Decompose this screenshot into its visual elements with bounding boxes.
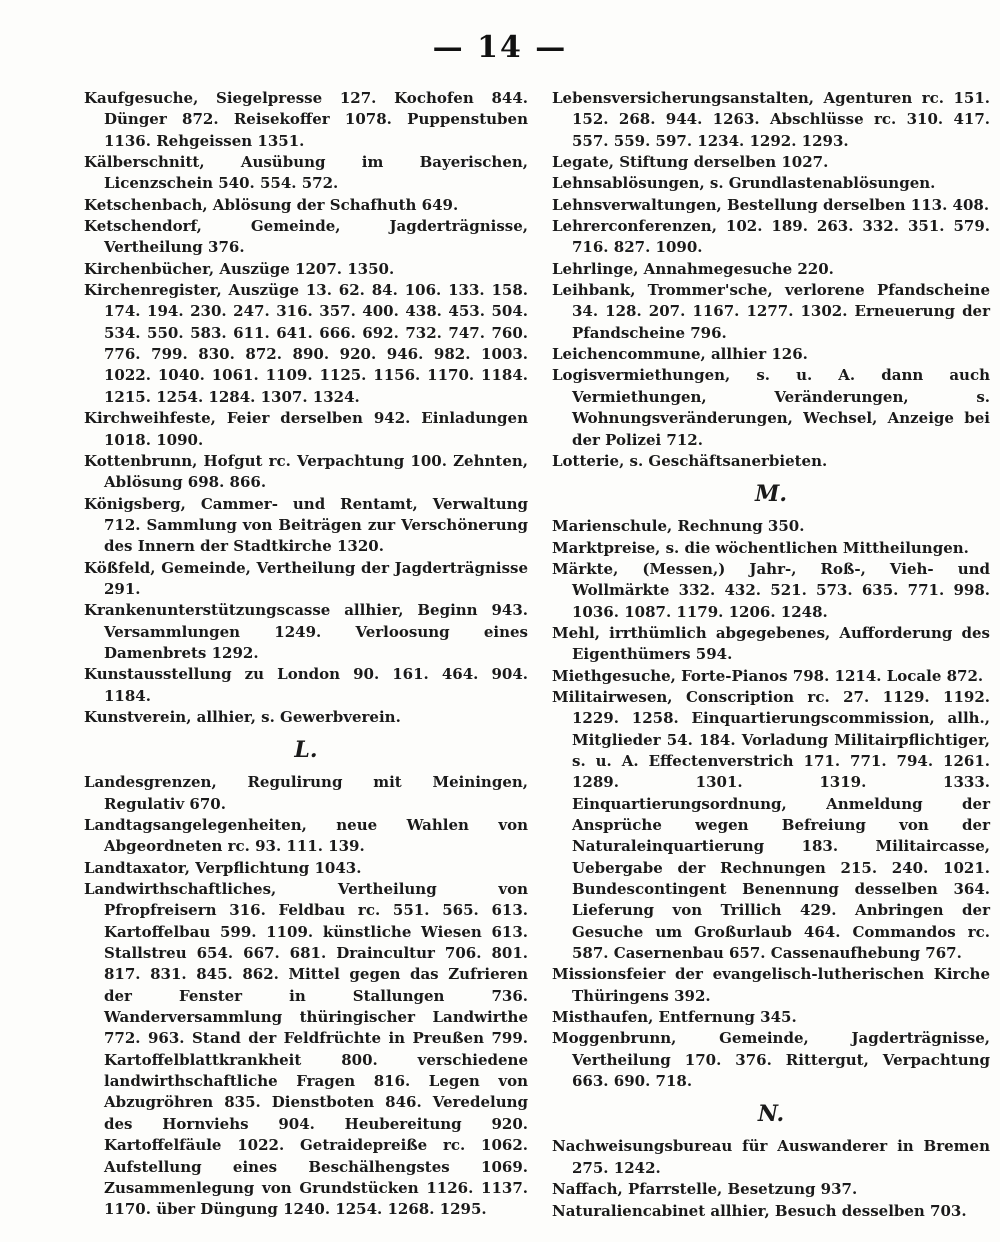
- index-entry: Kunstverein, allhier, s. Gewerbverein.: [84, 707, 401, 726]
- index-entry: Marktpreise, s. die wöchentlichen Mittheilungen.: [552, 538, 969, 557]
- index-entry: Krankenunterstützungscasse allhier, Beginn 943. Versammlungen 1249. Verloosung eines Damenbrets 1292.: [84, 601, 528, 662]
- index-entry: Lotterie, s. Geschäftsanerbieten.: [552, 451, 828, 470]
- index-entry: Kottenbrunn, Hofgut rc. Verpachtung 100. Zehnten, Ablösung 698. 866.: [84, 451, 528, 492]
- index-entry: Landtagsangelegenheiten, neue Wahlen von Abgeordneten rc. 93. 111. 139.: [84, 816, 528, 856]
- index-entry: Naffach, Pfarrstelle, Besetzung 937.: [552, 1180, 858, 1199]
- index-entry: Ketschenbach, Ablösung der Schafhuth 649.: [84, 195, 459, 214]
- index-entry: Legate, Stiftung derselben 1027.: [552, 153, 829, 172]
- index-entry: Lehnsablösungen, s. Grundlastenablösungen.: [552, 174, 936, 193]
- index-entry: Leichencommune, allhier 126.: [552, 345, 808, 364]
- index-entry: Landwirthschaftliches, Vertheilung von Pfropfreisern 316. Feldbau rc. 551. 565. 613. Kartoffelbau 599. 1109. künstliche Wiesen 613. Stallstreu 654. 667. 681. Draincultur 706. 801. 817. 831. 845. 862. Mittel gegen das Zufrieren der Fenster in Stallungen 736. Wanderversammlung thüringischer Landwirthe 772. 963. Stand der Feldfrüchte in Preußen 799. Kartoffelblattkrankheit 800. verschiedene landwirthschaftliche Fragen 816. Legen von Abzugröhren 835. Dienstboten 846. Veredelung des Hornviehs 904. Heubereitung 920. Kartoffelfäule 1022. Getraidepreiße rc. 1062. Aufstellung eines Beschälhengstes 1069. Zusammenlegung von Grundstücken 1126. 1137. 1170. über Düngung 1240. 1254. 1268. 1295.: [84, 880, 528, 1219]
- index-entry: Naturaliencabinet allhier, Besuch desselben 703.: [552, 1201, 967, 1220]
- index-entry: Kirchenregister, Auszüge 13. 62. 84. 106. 133. 158. 174. 194. 230. 247. 316. 357. 400. 438. 453. 504. 534. 550. 583. 611. 641. 666. 692. 732. 747. 760. 776. 799. 830. 872. 890. 920. 946. 982. 1003. 1022. 1040. 1061. 1109. 1125. 1156. 1170. 1184. 1215. 1254. 1284. 1307. 1324.: [84, 281, 528, 406]
- page-number: — 14 —: [432, 30, 568, 65]
- section-letter: M.: [754, 481, 787, 508]
- index-entry: Misthaufen, Entfernung 345.: [552, 1008, 797, 1027]
- index-entry: Nachweisungsbureau für Auswanderer in Bremen 275. 1242.: [552, 1137, 990, 1177]
- index-entry: Lehnsverwaltungen, Bestellung derselben 113. 408.: [552, 195, 990, 214]
- index-entry: Kunstausstellung zu London 90. 161. 464. 904. 1184.: [84, 665, 528, 705]
- section-letter: N.: [757, 1101, 785, 1128]
- index-entry: Militairwesen, Conscription rc. 27. 1129. 1192. 1229. 1258. Einquartierungscommission, allh., Mitglieder 54. 184. Vorladung Militairpflichtiger, s. u. A. Effectenverstrich 171. 771. 794. 1261. 1289. 1301. 1319. 1333. Einquartierungsordnung, Anmeldung der Ansprüche wegen Befreiung von der Naturaleinquartierung 183. Militaircasse, Uebergabe der Rechnungen 215. 240. 1021. Bundescontingent Benennung desselben 364. Lieferung von Trillich 429. Anbringen der Gesuche um Großurlaub 464. Commandos rc. 587. Casernenbau 657. Cassenaufhebung 767.: [552, 687, 990, 963]
- index-entry: Königsberg, Cammer- und Rentamt, Verwaltung 712. Sammlung von Beiträgen zur Verschönerung des Innern der Stadtkirche 1320.: [84, 494, 528, 556]
- index-entry: Kirchweihfeste, Feier derselben 942. Einladungen 1018. 1090.: [84, 409, 528, 449]
- index-entry: Marienschule, Rechnung 350.: [552, 517, 805, 536]
- index-entry: Miethgesuche, Forte-Pianos 798. 1214. Locale 872.: [552, 666, 984, 685]
- index-entry: Lebensversicherungsanstalten, Agenturen rc. 151. 152. 268. 944. 1263. Abschlüsse rc. 310. 417. 557. 559. 597. 1234. 1292. 1293.: [552, 89, 990, 150]
- index-entry: Kößfeld, Gemeinde, Vertheilung der Jagderträgnisse 291.: [84, 558, 528, 598]
- right-column: [552, 88, 990, 1222]
- index-entry: Mehl, irrthümlich abgegebenes, Aufforderung des Eigenthümers 594.: [552, 623, 990, 664]
- index-entry: Missionsfeier der evangelisch-lutherischen Kirche Thüringens 392.: [552, 965, 990, 1005]
- index-entry: Moggenbrunn, Gemeinde, Jagderträgnisse, Vertheilung 170. 376. Rittergut, Verpachtung 663. 690. 718.: [552, 1029, 990, 1091]
- index-entry: Kaufgesuche, Siegelpresse 127. Kochofen 844. Dünger 872. Reisekoffer 1078. Puppenstuben 1136. Rehgeissen 1351.: [84, 89, 528, 150]
- index-entry: Leihbank, Trommer'sche, verlorene Pfandscheine 34. 128. 207. 1167. 1277. 1302. Erneuerung der Pfandscheine 796.: [552, 281, 990, 342]
- index-entry: Märkte, (Messen,) Jahr-, Roß-, Vieh- und Wollmärkte 332. 432. 521. 573. 635. 771. 998. 1036. 1087. 1179. 1206. 1248.: [552, 559, 990, 621]
- index-entry: Kirchenbücher, Auszüge 1207. 1350.: [84, 259, 395, 278]
- index-entry: Landesgrenzen, Regulirung mit Meiningen, Regulativ 670.: [84, 773, 528, 813]
- index-entry: Logisvermiethungen, s. u. A. dann auch Vermiethungen, Veränderungen, s. Wohnungsveränderungen, Wechsel, Anzeige bei der Polizei 712.: [552, 366, 990, 449]
- index-entry: Lehrerconferenzen, 102. 189. 263. 332. 351. 579. 716. 827. 1090.: [552, 217, 990, 257]
- index-entry: Landtaxator, Verpflichtung 1043.: [84, 858, 362, 877]
- section-letter: L.: [294, 737, 318, 764]
- index-entry: Kälberschnitt, Ausübung im Bayerischen, Licenzschein 540. 554. 572.: [84, 153, 528, 193]
- left-column: [84, 88, 528, 1221]
- index-entry: Ketschendorf, Gemeinde, Jagderträgnisse, Vertheilung 376.: [84, 217, 528, 257]
- index-entry: Lehrlinge, Annahmegesuche 220.: [552, 259, 834, 278]
